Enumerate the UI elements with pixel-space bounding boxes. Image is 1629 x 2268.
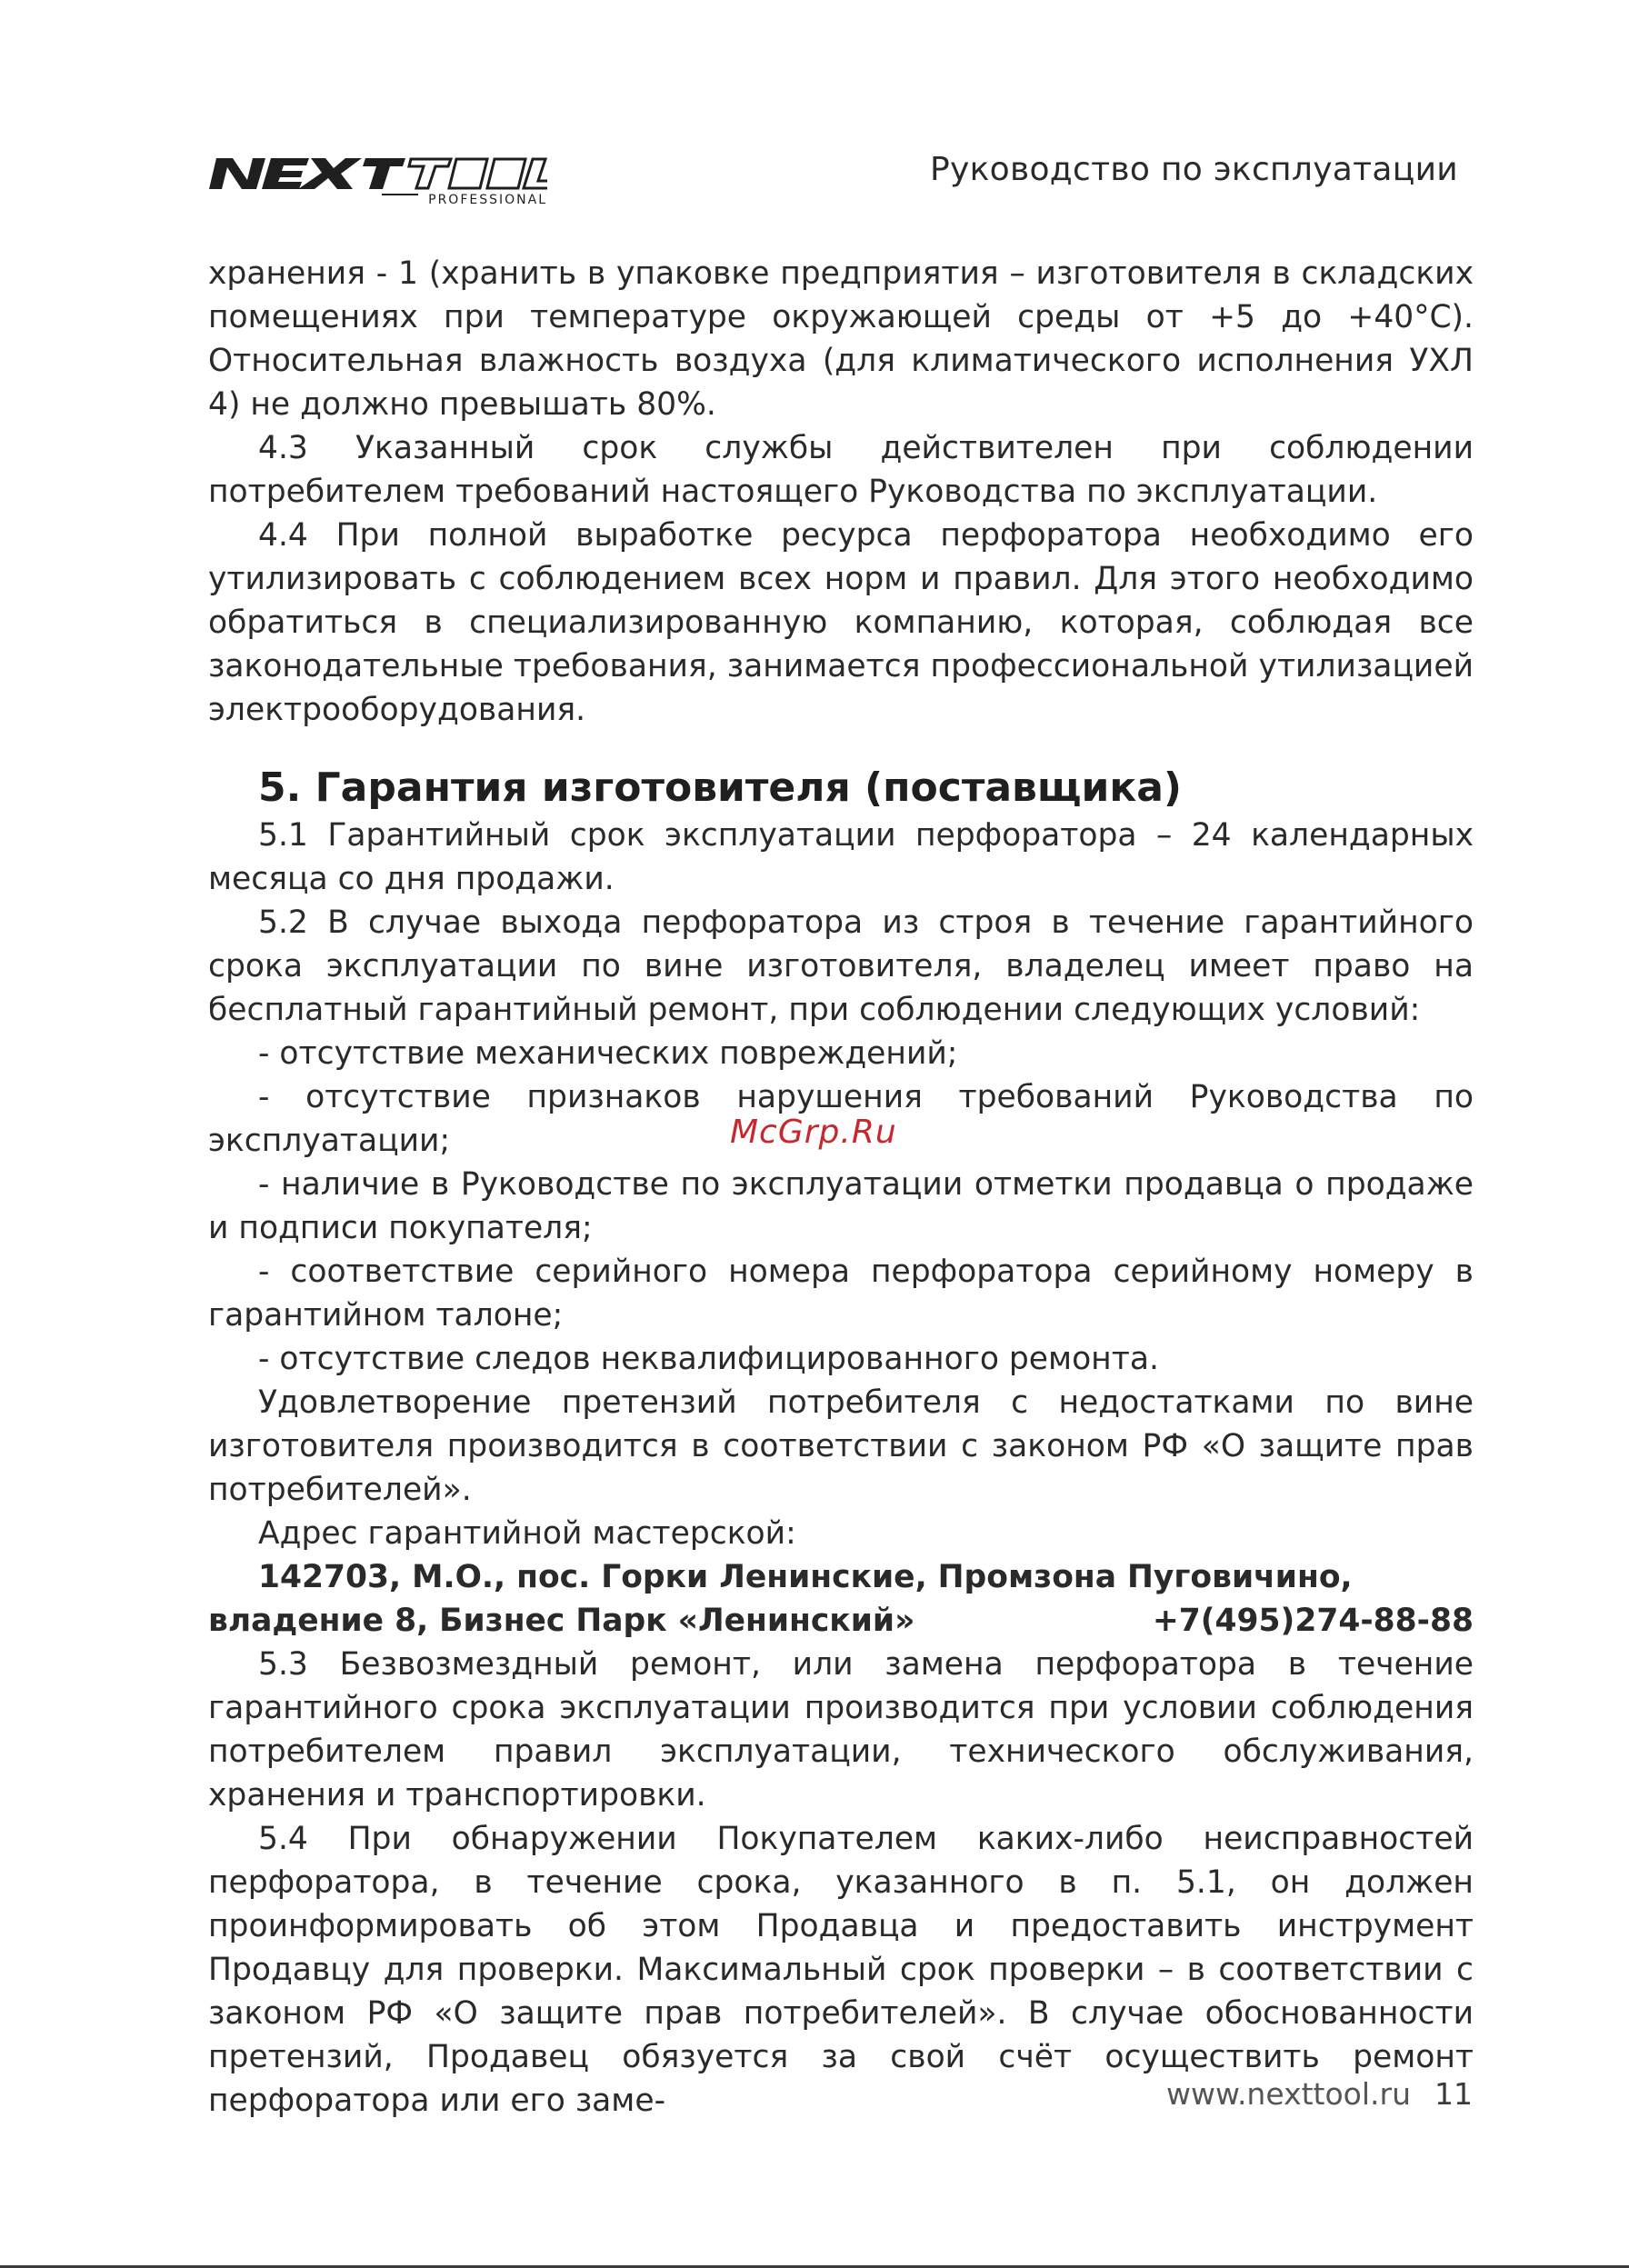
condition-item: - наличие в Руководстве по эксплуатации отметки продавца о продаже и подписи покупателя; (208, 1166, 1474, 1246)
section-heading: 5. Гарантия изготовителя (поставщика) (258, 764, 1183, 811)
condition-item: - отсутствие следов неквалифицированного ремонта. (258, 1341, 1159, 1377)
paragraph-5-4: 5.4 При обнаружении Покупателем каких-либо неисправностей перфоратора, в течение срока, указанного в п. 5.1, он должен проинформировать об этом Продавца и предоставить инструмент Продавцу для проверки. Максимальный срок проверки – в соответствии с законом РФ «О защите прав потребителей». В случае обоснованности претензий, Продавец обязуется за свой счёт осуществить ремонт перфоратора или его заме- (208, 1821, 1474, 2119)
paragraph-storage: хранения - 1 (хранить в упаковке предприятия – изготовителя в складских помещениях при температуре окружающей среды от +5 до +40°С). Относительная влажность воздуха (для климатического исполнения УХЛ 4) не должно превышать 80%. (208, 255, 1474, 423)
brand-subtitle: PROFESSIONAL (428, 193, 547, 205)
condition-item: - отсутствие признаков нарушения требований Руководства по эксплуатации; (208, 1079, 1474, 1159)
address-line-1: 142703, М.О., пос. Горки Ленинские, Промзона Пуговичино, (258, 1559, 1353, 1595)
condition-item: - соответствие серийного номера перфоратора серийному номеру в гарантийном талоне; (208, 1254, 1474, 1334)
paragraph-5-1: 5.1 Гарантийный срок эксплуатации перфоратора – 24 календарных месяца со дня продажи. (208, 817, 1474, 897)
page-number: 11 (1434, 2076, 1473, 2112)
paragraph-4-3: 4.3 Указанный срок службы действителен при соблюдении потребителем требований настоящего Руководства по эксплуатации. (208, 430, 1474, 510)
condition-item: - отсутствие механических повреждений; (258, 1035, 958, 1072)
paragraph-4-4: 4.4 При полной выработке ресурса перфоратора необходимо его утилизировать с соблюдением всех норм и правил. Для этого необходимо обратиться в специализированную компанию, которая, соблюдая все законодательные требования, занимается профессиональной утилизацией электрооборудования. (208, 517, 1474, 728)
footer (1166, 2076, 1473, 2112)
paragraph-claims: Удовлетворение претензий потребителя с недостатками по вине изготовителя производится в соответствии с законом РФ «О защите прав потребителей». (208, 1384, 1474, 1508)
paragraph-5-2: 5.2 В случае выхода перфоратора из строя в течение гарантийного срока эксплуатации по вине изготовителя, владелец имеет право на бесплатный гарантийный ремонт, при соблюдении следующих условий: (208, 904, 1474, 1028)
address-line-2 (208, 1599, 1474, 1643)
footer-url: www.nexttool.ru (1166, 2076, 1411, 2112)
nexttool-logo (209, 153, 547, 205)
body-text (208, 252, 1474, 2123)
watermark: McGrp.Ru (730, 1114, 897, 1151)
phone-number: +7(495)274-88-88 (1152, 1603, 1474, 1639)
header-title: Руководство по эксплуатации (929, 151, 1458, 188)
paragraph-5-3: 5.3 Безвозмездный ремонт, или замена перфоратора в течение гарантийного срока эксплуатации производится при условии соблюдения потребителем правил эксплуатации, технического обслуживания, хранения и транспортировки. (208, 1646, 1474, 1813)
address-building: владение 8, Бизнес Парк «Ленинский» (208, 1603, 915, 1639)
address-label: Адрес гарантийной мастерской: (258, 1515, 796, 1552)
